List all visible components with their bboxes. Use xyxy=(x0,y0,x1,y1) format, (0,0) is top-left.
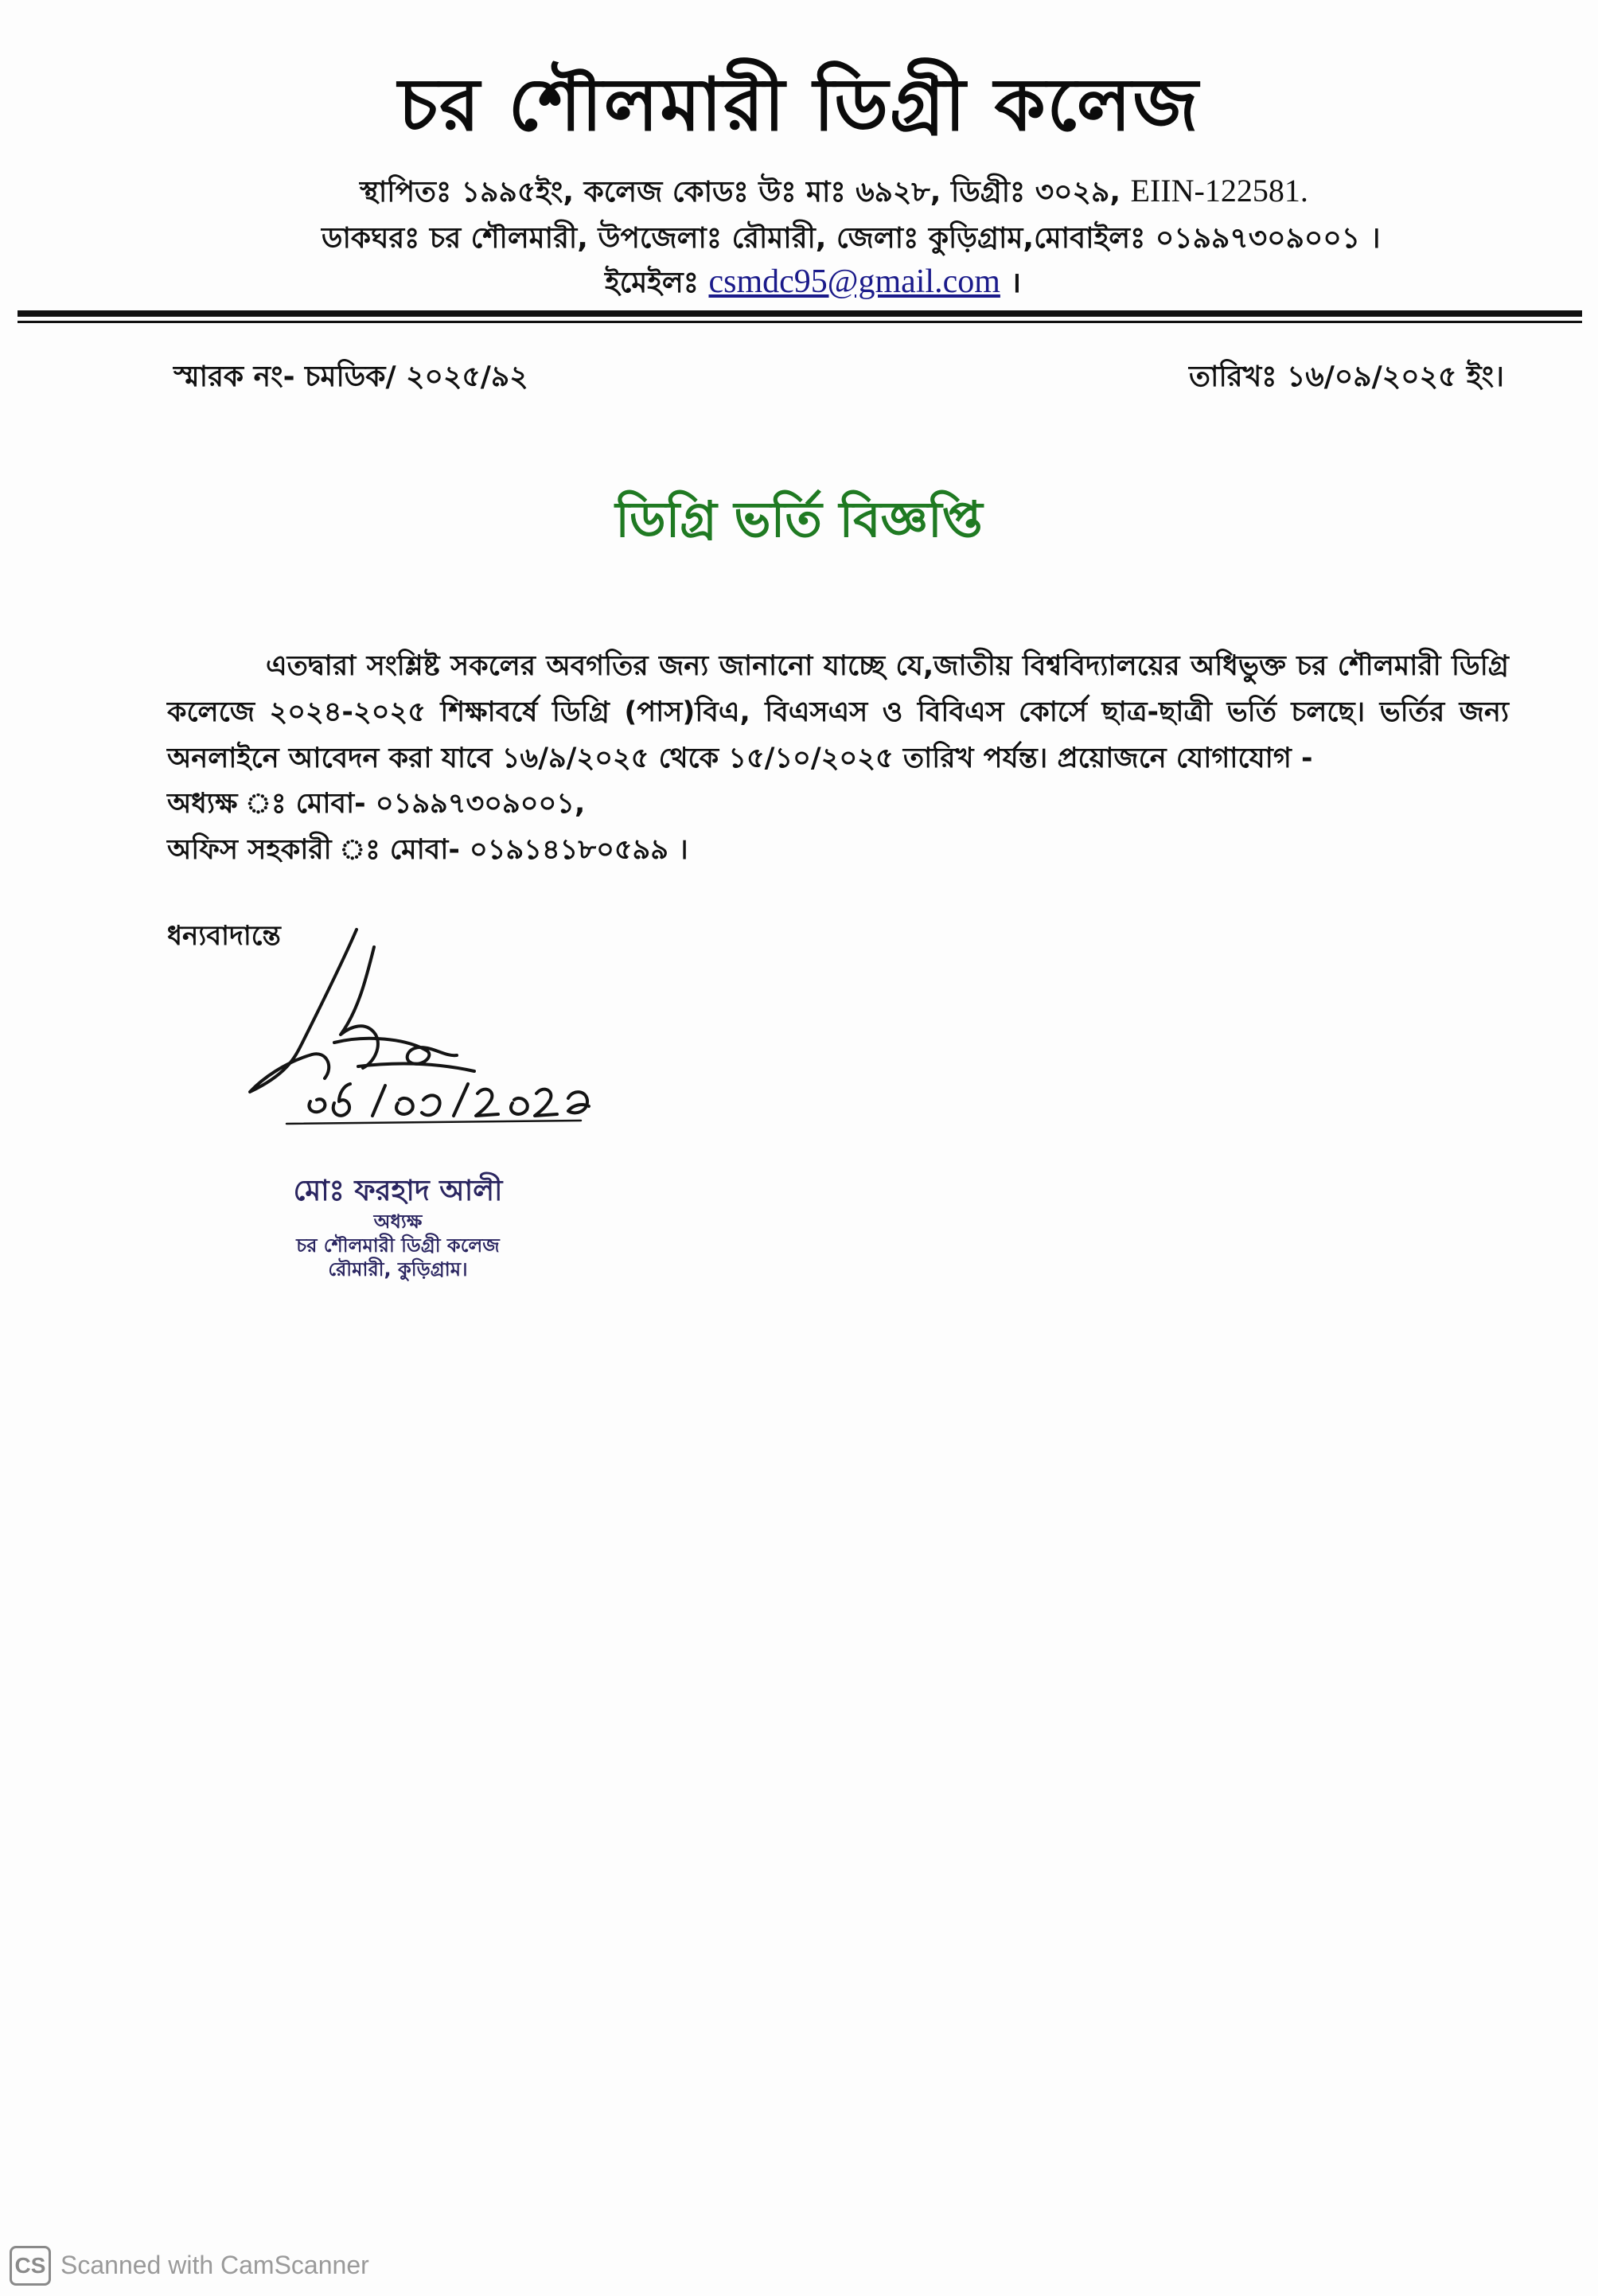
principal-seal xyxy=(231,1173,565,1281)
header-divider-thin xyxy=(18,321,1582,323)
notice-title: ডিগ্রি ভর্তি বিজ্ঞপ্তি xyxy=(615,490,983,548)
camscanner-logo-icon: CS xyxy=(10,2246,51,2286)
seal-location: রৌমারী, কুড়িগ্রাম। xyxy=(328,1258,468,1281)
college-establishment-line xyxy=(360,170,1308,218)
college-name: চর শৌলমারী ডিগ্রী কলেজ xyxy=(398,62,1200,147)
contact-principal: অধ্যক্ষ ঃ মোবা- ০১৯৯৭৩০৯০০১, xyxy=(167,788,586,820)
email-suffix: । xyxy=(1000,267,1022,299)
eiin-number: EIIN-122581. xyxy=(1130,173,1308,209)
handwritten-signature xyxy=(239,915,684,1146)
notice-date: তারিখঃ ১৬/০৯/২০২৫ ইং। xyxy=(1189,361,1504,393)
closing-thanks: ধন্যবাদান্তে xyxy=(167,920,281,952)
principal-designation: অধ্যক্ষ xyxy=(373,1210,423,1233)
email-link[interactable]: csmdc95@gmail.com xyxy=(708,263,1000,300)
email-label: ইমেইলঃ xyxy=(605,267,709,299)
seal-institution: চর শৌলমারী ডিগ্রী কলেজ xyxy=(296,1234,500,1257)
notice-body: এতদ্বারা সংশ্লিষ্ট সকলের অবগতির জন্য জানানো যাচ্ছে যে,জাতীয় বিশ্ববিদ্যালয়ের অধিভুক্ত চর শৌলমারী ডিগ্রি কলেজে ২০২৪-২০২৫ শিক্ষাবর্ষে ডিগ্রি (পাস)বিএ, বিএসএস ও বিবিএস কোর্সে ছাত্র-ছাত্রী ভর্তি চলছে। ভর্তির জন্য অনলাইনে আবেদন করা যাবে ১৬/৯/২০২৫ থেকে ১৫/১০/২০২৫ তারিখ পর্যন্ত। প্রয়োজনে যোগাযোগ - xyxy=(167,650,1509,774)
camscanner-watermark: Scanned with CamScanner xyxy=(60,2251,369,2279)
header-divider-thick xyxy=(18,310,1582,317)
college-address-line: ডাকঘরঃ চর শৌলমারী, উপজেলাঃ রৌমারী, জেলাঃ কুড়িগ্রাম,মোবাইলঃ ০১৯৯৭৩০৯০০১ । xyxy=(322,222,1381,255)
contact-office-assistant: অফিস সহকারী ঃ মোবা- ০১৯১৪১৮০৫৯৯ । xyxy=(167,834,688,866)
establishment-codes: স্থাপিতঃ ১৯৯৫ইং, কলেজ কোডঃ উঃ মাঃ ৬৯২৮, ডিগ্রীঃ ৩০২৯, xyxy=(360,176,1131,209)
college-email-line xyxy=(605,261,1021,309)
principal-name: মোঃ ফরহাদ আলী xyxy=(293,1175,503,1207)
memo-number: স্মারক নং- চমডিক/ ২০২৫/৯২ xyxy=(173,361,528,393)
